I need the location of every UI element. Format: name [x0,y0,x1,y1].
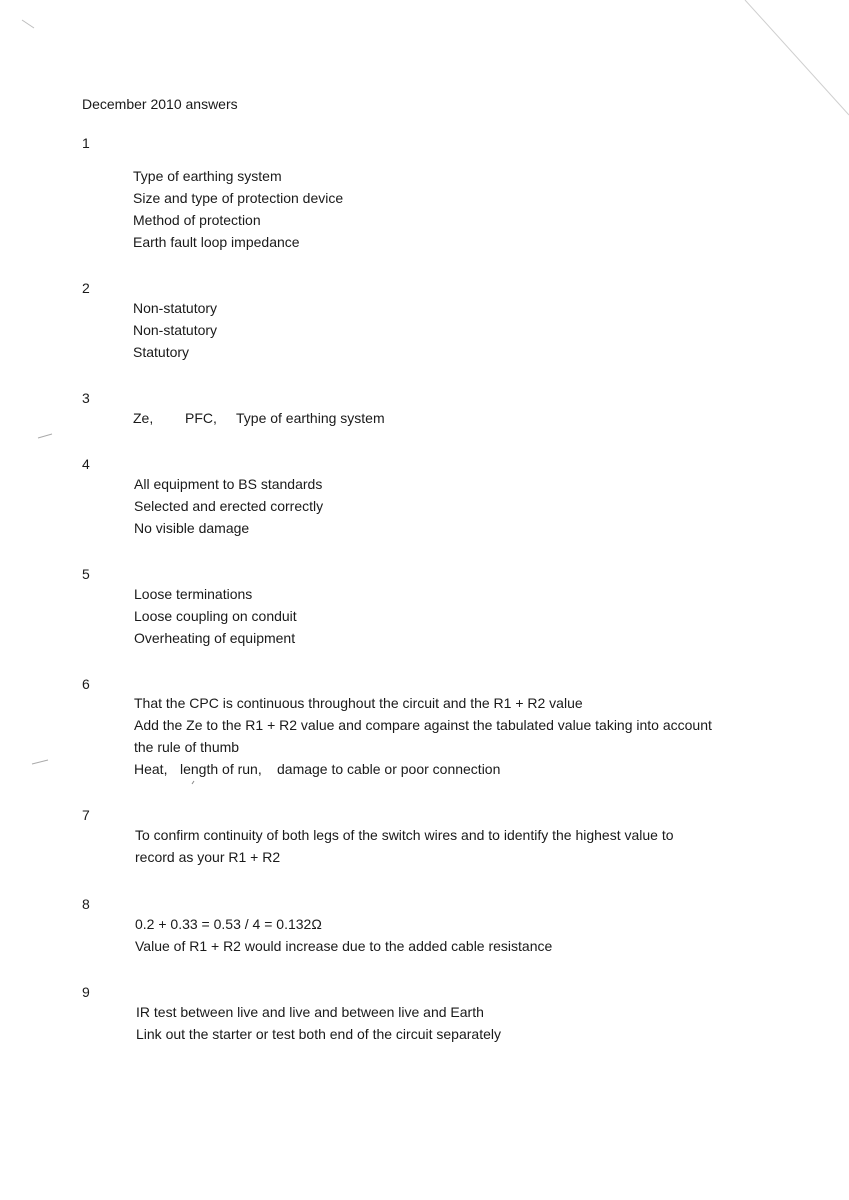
answer-line: That the CPC is continuous throughout the circuit and the R1 + R2 value [134,695,583,711]
question-number: 2 [82,280,90,296]
answer-line: Earth fault loop impedance [133,234,300,250]
answer-line: Add the Ze to the R1 + R2 value and compare against the tabulated value taking into account [134,717,712,733]
answer-item: damage to cable or poor connection [277,761,501,777]
answer-line: Overheating of equipment [134,630,296,646]
answer-line: Loose coupling on conduit [134,608,297,624]
answer-item: PFC, [185,410,217,426]
answer-line: To confirm continuity of both legs of the switch wires and to identify the highest value to [135,827,674,843]
question-number: 1 [82,135,90,151]
page-title: December 2010 answers [82,96,238,112]
answer-line: Size and type of protection device [133,190,344,206]
question-number: 3 [82,390,90,406]
question-number: 4 [82,456,90,472]
answer-block [134,692,712,780]
answer-block [134,473,323,539]
question-number: 8 [82,896,90,912]
answer-line: All equipment to BS standards [134,476,323,492]
answer-item: Heat, [134,761,168,777]
answer-block [133,407,385,429]
answer-line: Statutory [133,344,190,360]
answer-line: Selected and erected correctly [134,498,324,514]
answer-block [134,583,297,649]
answer-line [134,758,712,780]
answer-line: No visible damage [134,520,250,536]
answer-line: Loose terminations [134,586,253,602]
question-number: 5 [82,566,90,582]
answer-line: Method of protection [133,212,261,228]
answer-line: the rule of thumb [134,739,240,755]
answer-line: Non-statutory [133,322,218,338]
answer-block [135,824,674,868]
answer-line: record as your R1 + R2 [135,849,281,865]
answer-line: Type of earthing system [133,168,282,184]
answer-line: IR test between live and live and between live and Earth [136,1004,484,1020]
question-number: 9 [82,984,90,1000]
answer-item: length of run, [180,761,262,777]
answer-line: Link out the starter or test both end of the circuit separately [136,1026,501,1042]
answer-item: Type of earthing system [236,410,385,426]
answer-line: 0.2 + 0.33 = 0.53 / 4 = 0.132Ω [135,916,322,932]
answer-block [133,165,343,253]
answer-item: Ze, [133,410,154,426]
answer-line: Non-statutory [133,300,218,316]
answer-block [135,913,552,957]
answer-block [133,297,217,363]
answer-block [136,1001,501,1045]
question-number: 7 [82,807,90,823]
answer-line: Value of R1 + R2 would increase due to the added cable resistance [135,938,553,954]
question-number: 6 [82,676,90,692]
